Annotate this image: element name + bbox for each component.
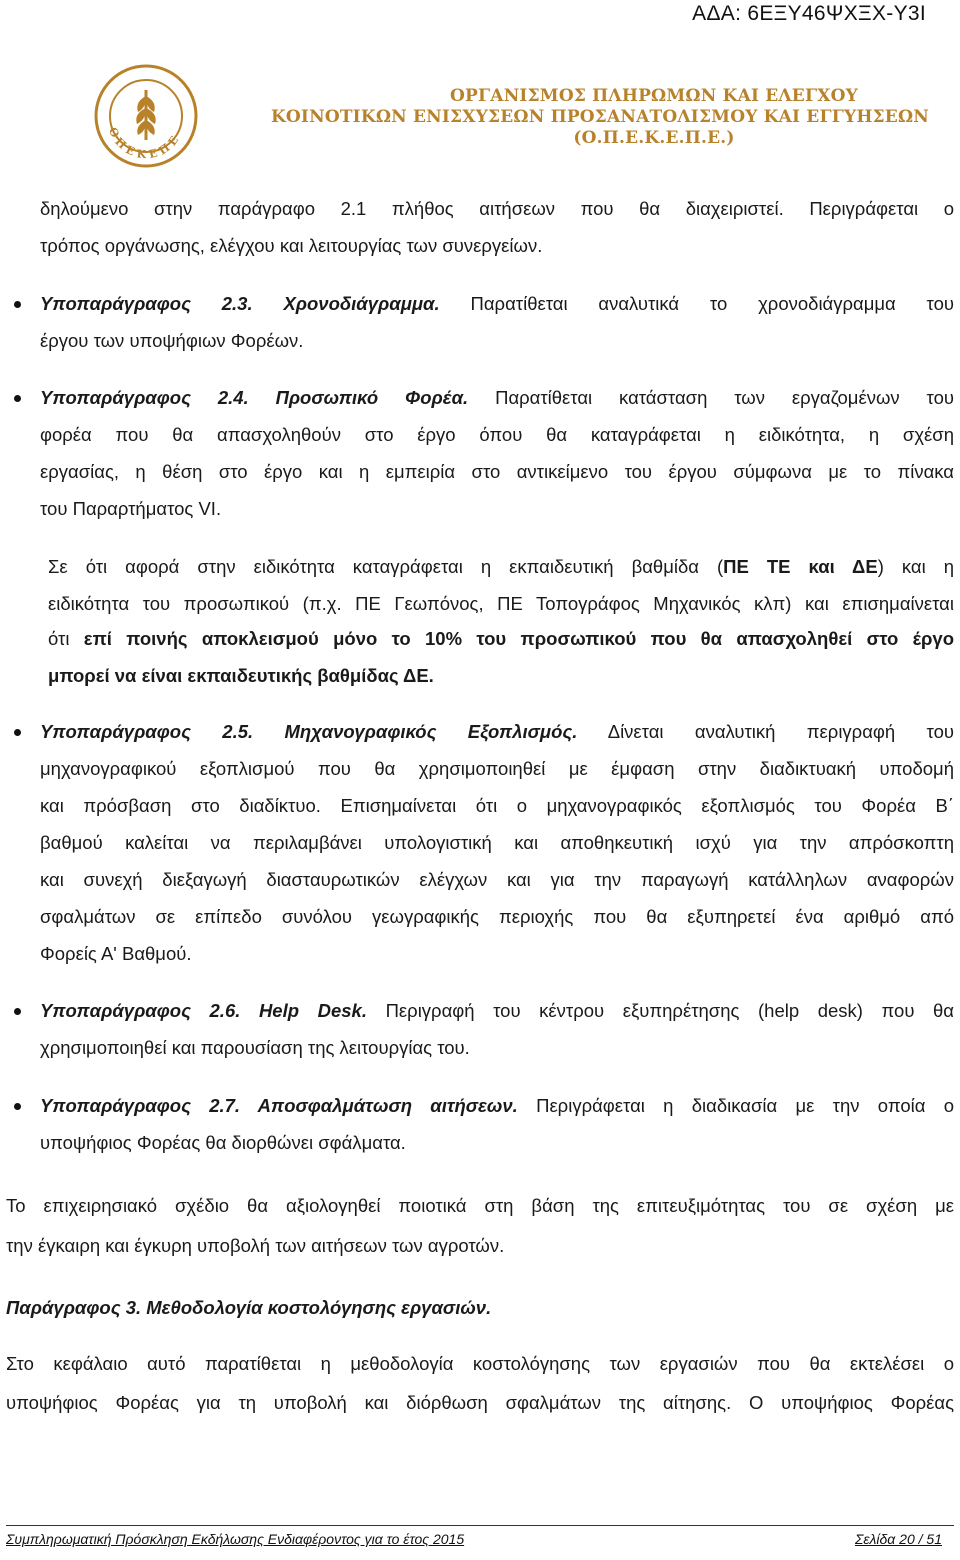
text-run: Περιγραφή του κέντρου εξυπηρέτησης (help desk) που θα: [385, 1000, 954, 1021]
text-line: του Παραρτήματος VI.: [40, 498, 222, 519]
text-line: έργου των υποψήφιων Φορέων.: [40, 330, 304, 351]
footer-divider: [6, 1525, 954, 1526]
text-run: ) και η: [877, 556, 954, 577]
text-line: και πρόσβαση στο διαδίκτυο. Επισημαίνεται ότι ο μηχανογραφικός εξοπλισμός του Φορέα Β΄: [40, 795, 954, 816]
org-line-3: (Ο.Π.Ε.Κ.Ε.Π.Ε.): [573, 128, 735, 148]
bullet-icon: [14, 1103, 21, 1110]
text-line: βαθμού καλείται να περιλαμβάνει υπολογιστική και αποθηκευτική ισχύ για την απρόσκοπτη: [40, 832, 954, 853]
opekepe-logo: [94, 64, 198, 168]
text-run: Σε ότι αφορά στην ειδικότητα καταγράφεται η εκπαιδευτική βαθμίδα (: [48, 556, 724, 577]
subsection-title: Υποπαράγραφος 2.7. Αποσφαλμάτωση αιτήσεων.: [40, 1095, 518, 1116]
subsection-title: Υποπαράγραφος 2.3. Χρονοδιάγραμμα.: [40, 293, 440, 314]
text-line: δηλούμενο στην παράγραφο 2.1 πλήθος αιτήσεων που θα διαχειριστεί. Περιγράφεται ο: [40, 198, 954, 219]
letterhead: [94, 64, 930, 168]
text-line: φορέα που θα απασχοληθούν στο έργο όπου θα καταγράφεται η ειδικότητα, η σχέση: [40, 424, 954, 445]
organization-name: [270, 86, 960, 149]
text-run: Δίνεται αναλυτική περιγραφή του: [607, 721, 955, 742]
list-item: [40, 999, 954, 1023]
text-line: Στο κεφάλαιο αυτό παρατίθεται η μεθοδολογία κοστολόγησης των εργασιών που θα εκτελέσει ο: [6, 1353, 954, 1374]
text-run: ότι: [48, 628, 84, 649]
svg-text:ΟΠΕΚΕΠΕ: ΟΠΕΚΕΠΕ: [105, 125, 184, 162]
text-line: τρόπος οργάνωσης, ελέγχου και λειτουργίας των συνεργείων.: [40, 235, 543, 256]
ada-code: ΑΔΑ: 6ΕΞΥ46ΨΧΞΧ-Υ3Ι: [692, 2, 926, 25]
bullet-icon: [14, 301, 21, 308]
bullet-icon: [14, 1008, 21, 1015]
org-line-2: ΚΟΙΝΟΤΙΚΩΝ ΕΝΙΣΧΥΣΕΩΝ ΠΡΟΣΑΝΑΤΟΛΙΣΜΟΥ ΚΑΙ ΕΓΓΥΗΣΕΩΝ: [270, 107, 930, 127]
subsection-title: Υποπαράγραφος 2.4. Προσωπικό Φορέα.: [40, 387, 469, 408]
text-line: [48, 627, 954, 651]
subsection-title: Υποπαράγραφος 2.5. Μηχανογραφικός Εξοπλισμός.: [40, 721, 578, 742]
text-line: και συνεχή διεξαγωγή διασταυρωτικών ελέγχων και για την παραγωγή κατάλληλων αναφορών: [40, 869, 954, 890]
text-run: Περιγράφεται η διαδικασία με την οποία ο: [536, 1095, 954, 1116]
footer-page-number: Σελίδα 20 / 51: [854, 1531, 942, 1547]
list-item: [40, 386, 954, 410]
text-line: υποψήφιος Φορέας για τη υποβολή και διόρθωση σφαλμάτων της αίτησης. Ο υποψήφιος Φορέας: [6, 1392, 954, 1413]
text-line: ειδικότητα του προσωπικού (π.χ. ΠΕ Γεωπόνος, ΠΕ Τοπογράφος Μηχανικός κλπ) και επισημαίνεται: [48, 593, 954, 614]
text-line: Το επιχειρησιακό σχέδιο θα αξιολογηθεί ποιοτικά στη βάση της επιτευξιμότητας του σε σχέση με: [6, 1195, 954, 1216]
section-heading: Παράγραφος 3. Μεθοδολογία κοστολόγησης εργασιών.: [6, 1297, 492, 1318]
text-line: [48, 555, 954, 579]
list-item: [40, 1094, 954, 1118]
text-run-bold: ΠΕ ΤΕ και ΔΕ: [723, 556, 878, 577]
org-line-1: ΟΡΓΑΝΙΣΜΟΣ ΠΛΗΡΩΜΩΝ ΚΑΙ ΕΛΕΓΧΟΥ: [450, 86, 858, 106]
bullet-icon: [14, 395, 21, 402]
bullet-icon: [14, 729, 21, 736]
text-line: την έγκαιρη και έγκυρη υποβολή των αιτήσεων των αγροτών.: [6, 1235, 505, 1256]
list-item: [40, 720, 954, 744]
text-line: μπορεί να είναι εκπαιδευτικής βαθμίδας ΔΕ.: [48, 665, 434, 686]
text-line: υποψήφιος Φορέας θα διορθώνει σφάλματα.: [40, 1132, 406, 1153]
text-run: Παρατίθεται κατάσταση των εργαζομένων του: [495, 387, 954, 408]
text-line: σφαλμάτων σε επίπεδο συνόλου γεωγραφικής περιοχής που θα εξυπηρετεί ένα αριθμό από: [40, 906, 954, 927]
list-item: [40, 292, 954, 316]
text-line: χρησιμοποιηθεί και παρουσίαση της λειτουργίας του.: [40, 1037, 470, 1058]
subsection-title: Υποπαράγραφος 2.6. Help Desk.: [40, 1000, 367, 1021]
text-run: Παρατίθεται αναλυτικά το χρονοδιάγραμμα του: [470, 293, 955, 314]
text-line: εργασίας, η θέση στο έργο και η εμπειρία στο αντικείμενο του έργου σύμφωνα με το πίνακα: [40, 461, 954, 482]
text-line: μηχανογραφικού εξοπλισμού που θα χρησιμοποιηθεί με έμφαση στην διαδικτυακή υποδομή: [40, 758, 954, 779]
text-line: Φορείς Α' Βαθμού.: [40, 943, 192, 964]
text-run-bold: επί ποινής αποκλεισμού μόνο το 10% του προσωπικού που θα απασχοληθεί στο έργο: [83, 628, 954, 649]
footer-document-title: Συμπληρωματική Πρόσκληση Εκδήλωσης Ενδιαφέροντος για το έτος 2015: [6, 1531, 465, 1547]
